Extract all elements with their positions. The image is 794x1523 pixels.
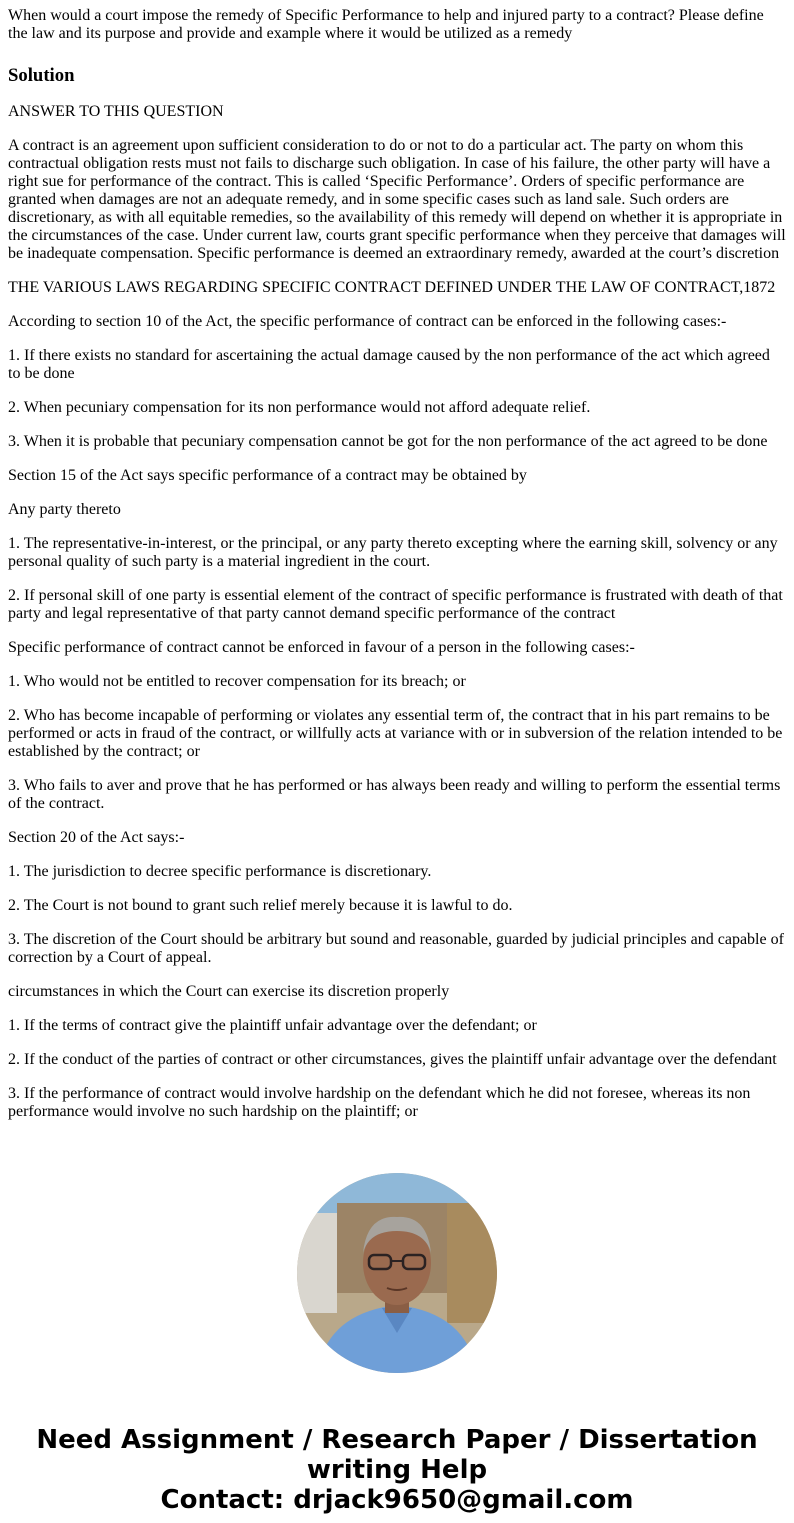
paragraph: ANSWER TO THIS QUESTION [8,103,224,120]
paragraph: Any party thereto [8,501,121,518]
paragraph: circumstances in which the Court can exercise its discretion properly [8,983,450,1000]
author-photo-container [0,1173,794,1373]
paragraph: 2. The Court is not bound to grant such relief merely because it is lawful to do. [8,897,513,914]
author-avatar [297,1173,497,1373]
banner-line-1: Need Assignment / Research Paper / Dissertation [36,1425,758,1455]
contact-banner [0,1425,794,1515]
paragraph: Section 20 of the Act says:- [8,829,185,846]
paragraph: 2. Who has become incapable of performing or violates any essential term of, the contract that in his part remains to be performed or acts in fraud of the contract, or willfully acts at variance with or in subversion of the relation intended to be established by the contract; or [8,707,783,760]
paragraph: 2. If the conduct of the parties of contract or other circumstances, gives the plaintiff unfair advantage over the defendant [8,1051,777,1068]
paragraph: 3. Who fails to aver and prove that he has performed or has always been ready and willing to perform the essential terms of the contract. [8,777,781,812]
paragraph: 3. When it is probable that pecuniary compensation cannot be got for the non performance of the act agreed to be done [8,433,768,450]
paragraph: 1. The representative-in-interest, or the principal, or any party thereto excepting where the earning skill, solvency or any personal quality of such party is a material ingredient in the court. [8,535,778,570]
paragraph: According to section 10 of the Act, the specific performance of contract can be enforced in the following cases:- [8,313,727,330]
solution-body [8,103,786,1121]
paragraph: 1. If there exists no standard for ascertaining the actual damage caused by the non performance of the act which agreed to be done [8,347,770,382]
paragraph: 1. The jurisdiction to decree specific performance is discretionary. [8,863,432,880]
paragraph: 2. If personal skill of one party is essential element of the contract of specific performance is frustrated with death of that party and legal representative of that party cannot demand specific performance of the contract [8,587,783,622]
paragraph: 3. The discretion of the Court should be arbitrary but sound and reasonable, guarded by judicial principles and capable of correction by a Court of appeal. [8,931,784,966]
paragraph: A contract is an agreement upon sufficient consideration to do or not to do a particular act. The party on whom this contractual obligation rests must not fails to discharge such obligation. In case of his failure, the other party will have a right sue for performance of the contract. This is called ‘Specific Performance’. Orders of specific performance are granted when damages are not an adequate remedy, and in some specific cases such as land sale. Such orders are discretionary, as with all equitable remedies, so the availability of this remedy will depend on whether it is appropriate in the circumstances of the case. Under current law, courts grant specific performance when they perceive that damages will be inadequate compensation. Specific performance is deemed an extraordinary remedy, awarded at the court’s discretion [8,137,786,262]
paragraph: Section 15 of the Act says specific performance of a contract may be obtained by [8,467,527,484]
paragraph: 1. If the terms of contract give the plaintiff unfair advantage over the defendant; or [8,1017,537,1034]
paragraph: THE VARIOUS LAWS REGARDING SPECIFIC CONTRACT DEFINED UNDER THE LAW OF CONTRACT,1872 [8,279,776,296]
solution-heading: Solution [8,65,75,86]
paragraph: 3. If the performance of contract would involve hardship on the defendant which he did not foresee, whereas its non performance would involve no such hardship on the plaintiff; or [8,1085,751,1120]
question-text: When would a court impose the remedy of Specific Performance to help and injured party to a contract? Please define the law and its purpose and provide and example where it would be utilized as a remedy [8,7,764,42]
paragraph: 2. When pecuniary compensation for its non performance would not afford adequate relief. [8,399,591,416]
banner-contact-line: Contact: drjack9650@gmail.com [160,1485,634,1515]
paragraph: 1. Who would not be entitled to recover compensation for its breach; or [8,673,466,690]
banner-line-2: writing Help [306,1455,488,1485]
paragraph: Specific performance of contract cannot be enforced in favour of a person in the following cases:- [8,639,635,656]
